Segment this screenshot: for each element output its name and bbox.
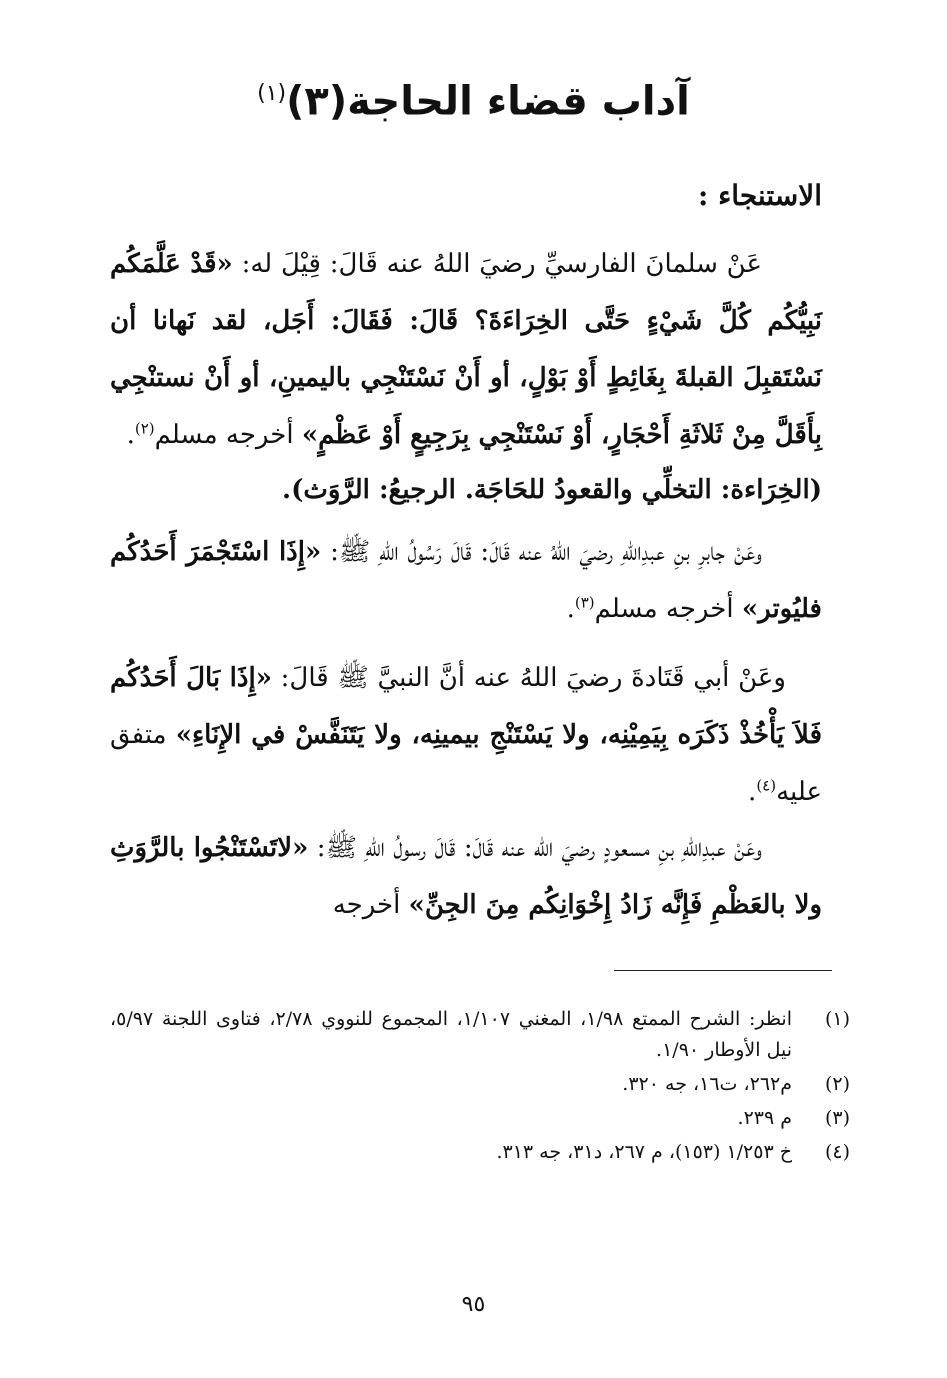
hadith-quote: «إِذَا بَالَ أَحَدُكُم فَلاَ يَأْخُذْ ذَكَرَه بِيَمِيْنِه، ولا يَسْتَنْجِ بيمينِه، ولا يَتَنَفَّسْ في الإِنَاءِ»: [110, 663, 823, 750]
footnote-text: م ٢٣٩.: [737, 1107, 792, 1129]
page-title: [0, 62, 947, 133]
page-number: ٩٥: [461, 1292, 486, 1317]
paragraph-end: .: [748, 777, 757, 807]
footnote-ref: (٣): [574, 593, 595, 612]
hadith-paragraph-salman: [110, 236, 822, 464]
paragraph-intro: عَنْ سلمانَ الفارسيِّ رضيَ اللهُ عنه قَالَ: قِيْلَ له:: [232, 249, 762, 279]
footnote-ref: (٢): [134, 419, 155, 438]
source-attribution: متفق عليه: [110, 720, 822, 807]
footnote-number: (٣): [824, 1107, 850, 1129]
footnote-item: [110, 1069, 850, 1100]
paragraph-end: .: [566, 594, 575, 624]
footnote-text: انظر: الشرح الممتع ١/٩٨، المغني ١/١٠٧، المجموع للنووي ٢/٧٨، فتاوى اللجنة ٥/٩٧، نيل الأوطار ١/٩٠.: [110, 1008, 792, 1061]
footnote-item: [110, 1137, 850, 1168]
section-heading: الاستنجاء :: [698, 179, 822, 212]
paragraph-intro: وعَنْ جابرِ بنِ عبدِاللهِ رضيَ اللهُ عنه قَالَ: قَالَ رَسُولُ اللهِ ﷺ:: [321, 537, 762, 567]
footnote-text: خ ١/٢٥٣ (١٥٣)، م ٢٦٧، د٣١، جه ٣١٣.: [496, 1141, 792, 1163]
paragraph-intro: وعَنْ عبدِاللهِ بنِ مسعودٍ رضيَ الله عنه قَالَ: قَالَ رسولُ اللهِ ﷺ:: [308, 833, 762, 863]
hadith-quote: «قَدْ عَلَّمَكُم نَبِيُّكُم كُلَّ شَيْءٍ حَتَّى الخِرَاءَةَ؟ قَالَ: فَقَالَ: أَجَل، لقد نَهانا أن نَسْتَقبِلَ القبلةَ بِغَائِطٍ أَوْ بَوْلٍ، أو أَنْ نَسْتَنْجِي باليمينِ، أو أَنْ نستنْجِي بِأَقَلَّ مِنْ ثَلاثَةِ أَحْجَارٍ، أَوْ نَسْتَنْجِي بِرَجِيعٍ أَوْ عَظْمٍ»: [110, 249, 822, 450]
hadith-quote: «لاتَسْتَنْجُوا بالرَّوَثِ ولا بالعَظْمِ فَإِنَّه زَادُ إِخْوَانِكُم مِنَ الجِنِّ»: [110, 833, 822, 920]
hadith-paragraph-abu-qatada: [110, 650, 822, 821]
hadith-quote: «إِذَا اسْتَجْمَرَ أَحَدُكُم فليُوتر»: [110, 537, 822, 624]
source-attribution: أخرجه مسلم: [594, 594, 742, 624]
source-attribution: أخرجه: [332, 890, 409, 920]
source-attribution: أخرجه مسلم: [154, 420, 302, 450]
footnote-item: [110, 1004, 850, 1066]
footnotes-list: [110, 1004, 850, 1171]
glossary-paragraph: (الخِرَاءة: التخلِّي والقعودُ للحَاجَة. الرجيعُ: الرَّوَث).: [282, 475, 822, 505]
footnote-item: [110, 1103, 850, 1134]
footnote-divider: [614, 970, 832, 971]
hadith-paragraph-jabir: [110, 524, 822, 638]
footnote-number: (١): [824, 1008, 850, 1030]
footnote-number: (٤): [824, 1141, 850, 1163]
paragraph-intro: وعَنْ أبي قَتَادةَ رضيَ اللهُ عنه أنَّ النبيَّ ﷺ قَالَ:: [271, 663, 786, 693]
footnote-text: م٢٦٢، ت١٦، جه ٣٢٠.: [622, 1073, 792, 1095]
footnote-ref: (٤): [756, 776, 777, 795]
hadith-paragraph-ibn-masud: [110, 820, 822, 934]
title-footnote-mark: (١): [257, 81, 287, 106]
paragraph-end: .: [126, 420, 135, 450]
title-text: آداب قضاء الحاجة(٣): [286, 78, 690, 125]
footnote-number: (٢): [824, 1073, 850, 1095]
